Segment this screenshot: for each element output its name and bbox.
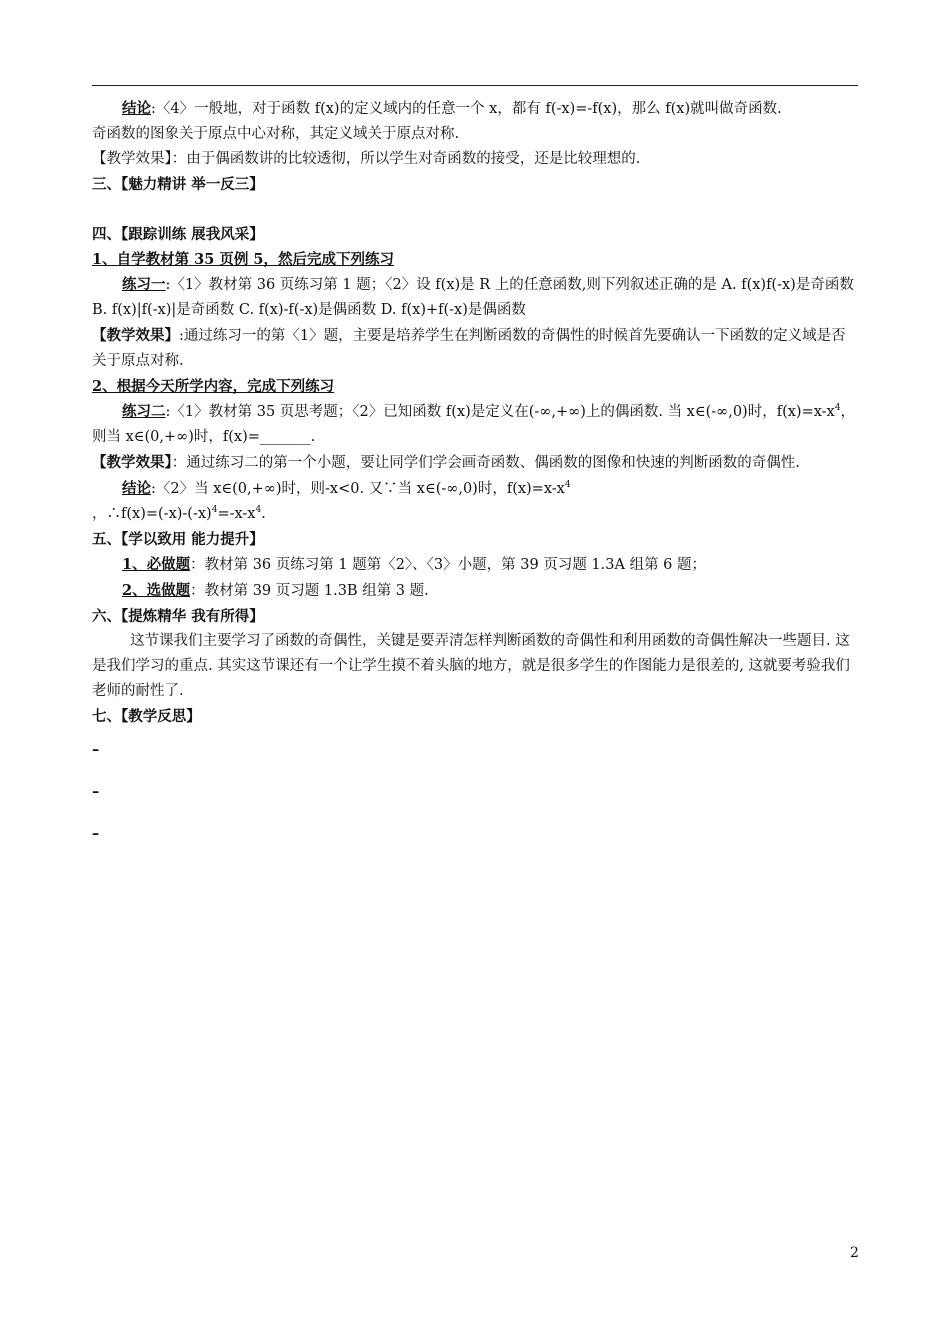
section-6-heading: 六、【提炼精华 我有所得】 [92,608,264,625]
reflection-line-1: – [92,741,100,758]
teaching-effect-3: 【教学效果】：通过练习二的第一个小题，要让同学们学会画奇函数、偶函数的图像和快速的判断函数的奇偶性. [92,454,800,471]
section-4-heading: 四、【跟踪训练 展我风采】 [92,226,264,243]
header-rule [92,85,858,86]
document-body [92,96,860,855]
teaching-effect-1: 【教学效果】：由于偶函数讲的比较透彻，所以学生对奇函数的接受，还是比较理想的. [92,151,641,167]
subsection-2-heading: 2、根据今天所学内容，完成下列练习 [92,378,335,395]
summary-paragraph: 这节课我们主要学习了函数的奇偶性，关键是要弄清怎样判断函数的奇偶性和利用函数的奇偶性解决一些题目. 这是我们学习的重点. 其实这节课还有一个让学生摸不着头脑的地方，就是很多学生的作图能力是很差的, 这就要考验我们老师的耐性了. [92,633,850,699]
conclusion-4-line2: 奇函数的图象关于原点中心对称，其定义域关于原点对称. [92,126,460,142]
conclusion-2: 结论:〈2〉当 x∈(0,+∞)时，则-x<0. 又∵当 x∈(-∞,0)时，$f(x)=x-x^4$ [122,480,571,497]
section-7-heading: 七、【教学反思】 [92,708,201,725]
section-5-heading: 五、【学以致用 能力提升】 [92,531,264,548]
reflection-line-3: – [92,825,100,842]
teaching-effect-2: 【教学效果】:通过练习一的第〈1〉题，主要是培养学生在判断函数的奇偶性的时候首先要确认一下函数的定义域是否关于原点对称. [92,327,846,369]
exercise-1: 练习一:〈1〉教材第 36 页练习第 1 题；〈2〉设 f(x)是 R 上的任意函数,则下列叙述正确的是 A. f(x)f(-x)是奇函数 B. f(x)|f(-x)|是奇函数 C. f(x)-f(-x)是偶函数 D. f(x)+f(-x)是偶函数 [92,276,854,318]
exercise-2: 练习二:〈1〉教材第 35 页思考题；〈2〉已知函数 f(x)是定义在(-∞,+∞)上的偶函数. 当 x∈(-∞,0)时，$f(x)=x-x^4$，则当 x∈(0,+∞)时，f(x)=_______. [92,403,855,445]
conclusion-2-line2: ，$\therefore f(x)=(-x)-(-x)^4=-x-x^4$. [92,505,266,522]
section-3-heading: 三、【魅力精讲 举一反三】 [92,176,264,193]
subsection-1-heading: 1、自学教材第 35 页例 5，然后完成下列练习 [92,251,394,268]
optional-task: 2、选做题：教材第 39 页习题 1.3B 组第 3 题. [122,582,429,599]
required-task: 1、必做题：教材第 36 页练习第 1 题第〈2〉、〈3〉小题，第 39 页习题 1.3A 组第 6 题； [122,556,707,573]
conclusion-4: 结论:〈4〉一般地，对于函数 f(x)的定义域内的任意一个 x，都有 f(-x)=-f(x)，那么 f(x)就叫做奇函数. [122,100,782,117]
page-number: 2 [850,1245,859,1261]
reflection-line-2: – [92,783,100,800]
